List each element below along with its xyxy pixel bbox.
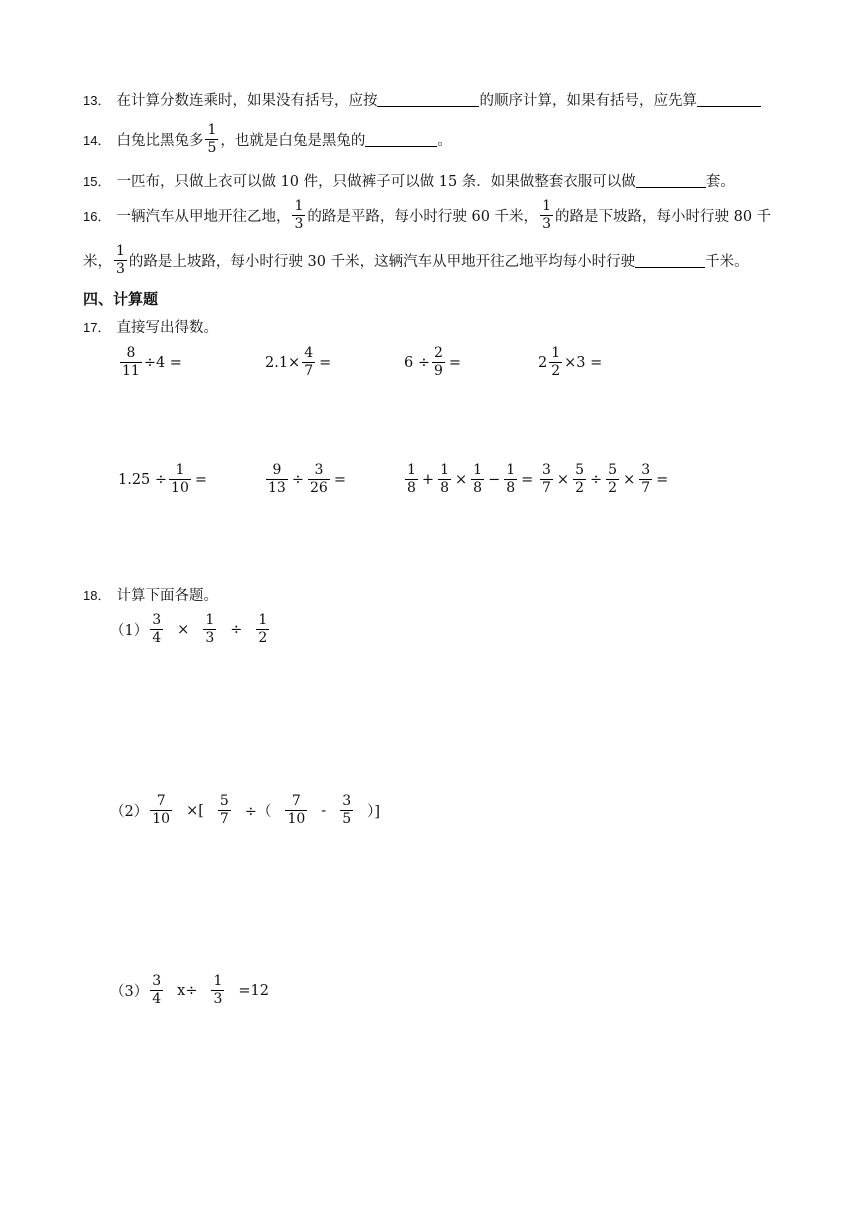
question-18 [83, 584, 218, 605]
question-text: 的路是上坡路，每小时行驶 30 千米，这辆汽车从甲地开往乙地平均每小时行驶 [128, 254, 636, 270]
fraction: $\frac{1}{3}$ [294, 198, 304, 232]
oral-calc-item: 2 $\frac{1}{2}$ ×3 = [538, 345, 603, 379]
calc-problem-1: （1） $\frac{3}{4}$ × $\frac{1}{3}$ ÷ $\frac{1}{2}$ [110, 612, 268, 646]
answer-blank[interactable] [697, 92, 761, 107]
answer-blank[interactable] [636, 173, 706, 188]
question-text: 一匹布，只做上衣可以做 10 件，只做裤子可以做 15 条．如果做整套衣服可以做 [116, 174, 636, 190]
question-text: 一辆汽车从甲地开往乙地， [116, 209, 291, 225]
oral-calc-item: $\frac{3}{7}$ × $\frac{5}{2}$ ÷ $\frac{5}{2}$ × $\frac{3}{7}$ = [542, 462, 669, 496]
question-number: 17． [83, 320, 111, 335]
question-17 [83, 316, 218, 337]
question-text: ，也就是白兔是黑兔的 [220, 133, 366, 149]
question-number: 14． [83, 133, 111, 148]
question-text: 的路是下坡路，每小时行驶 80 千 [554, 209, 772, 225]
fraction: $\frac{1}{3}$ [542, 198, 551, 232]
problem-label: （3） [110, 984, 149, 1000]
question-text: 直接写出得数。 [116, 320, 218, 336]
oral-calc-item: $\frac{1}{8}$ + $\frac{1}{8}$ × $\frac{1}{8}$ − $\frac{1}{8}$ = [407, 462, 534, 496]
oral-calc-item: 2.1× $\frac{4}{7}$ = [265, 345, 332, 379]
question-text: 。 [437, 133, 452, 149]
calc-problem-3: （3） $\frac{3}{4}$ x÷ $\frac{1}{3}$ =12 [110, 973, 270, 1007]
question-16-line-2 [83, 243, 749, 278]
oral-calc-item: $\frac{9}{13}$ ÷ $\frac{3}{26}$ = [268, 462, 346, 496]
question-text: 米， [83, 254, 112, 270]
problem-label: （1） [110, 623, 149, 639]
question-14 [83, 122, 452, 157]
oral-calc-item: 1.25 ÷ $\frac{1}{10}$ = [118, 462, 208, 496]
oral-calc-item: $\frac{8}{11}$ ÷4 = [122, 345, 182, 379]
answer-blank[interactable] [365, 132, 437, 147]
question-text: 白兔比黑兔多 [116, 133, 204, 149]
question-text: 在计算分数连乘时，如果没有括号，应按 [116, 93, 378, 109]
question-text: 的路是平路，每小时行驶 60 千米， [307, 209, 539, 225]
answer-blank[interactable] [635, 253, 705, 268]
question-text: 计算下面各题。 [116, 588, 218, 604]
section-heading: 四、计算题 [83, 290, 159, 308]
question-15 [83, 170, 735, 191]
question-16 [83, 198, 771, 233]
question-text: 套。 [705, 174, 735, 190]
question-number: 18． [83, 588, 111, 603]
calc-problem-2: （2） $\frac{7}{10}$ ×[ $\frac{5}{7}$ ÷（ $\frac{7}{10}$ - $\frac{3}{5}$ ）] [110, 793, 381, 827]
question-13 [83, 89, 761, 110]
problem-label: （2） [110, 804, 149, 820]
fraction: $\frac{1}{5}$ [207, 122, 217, 156]
oral-calc-item: 6 ÷ $\frac{2}{9}$ = [404, 345, 462, 379]
question-number: 16． [83, 209, 111, 224]
question-text: 千米。 [705, 254, 749, 270]
answer-blank[interactable] [377, 92, 479, 107]
question-text: 的顺序计算，如果有括号，应先算 [479, 93, 697, 109]
question-number: 13． [83, 93, 111, 108]
fraction: $\frac{1}{3}$ [116, 243, 125, 277]
question-number: 15． [83, 174, 111, 189]
